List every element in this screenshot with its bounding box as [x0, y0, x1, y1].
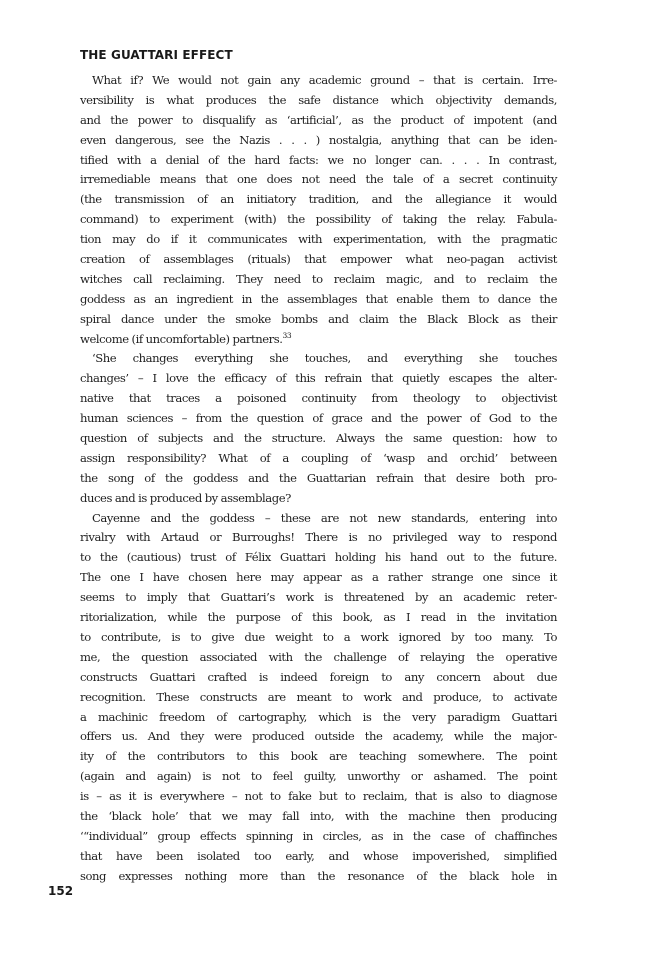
text-line: The one I have chosen here may appear as a rather strange one since it: [80, 570, 557, 585]
text-line: me, the question associated with the challenge of relaying the operative: [80, 649, 557, 664]
text-line: to the (cautious) trust of Félix Guattari holding his hand out to the future.: [80, 550, 557, 565]
text-line: offers us. And they were produced outside the academy, while the major-: [80, 729, 557, 744]
text-line: ‘She changes everything she touches, and everything she touches: [92, 351, 557, 366]
body-text: [80, 71, 557, 887]
running-head: THE GUATTARI EFFECT: [80, 48, 233, 62]
text-line: tified with a denial of the hard facts: we no longer can. . . . In contrast,: [80, 152, 557, 167]
text-line: What if? We would not gain any academic ground – that is certain. Irre-: [92, 73, 557, 87]
page-number: 152: [48, 884, 74, 898]
footnote-reference[interactable]: 33: [282, 330, 292, 340]
text-line: command) to experiment (with) the possibility of taking the relay. Fabula-: [80, 212, 557, 227]
text-line: is – as it is everywhere – not to fake but to reclaim, that is also to diagnose: [80, 789, 557, 804]
text-line: to contribute, is to give due weight to a work ignored by too many. To: [80, 629, 557, 644]
text-line: and the power to disqualify as ‘artificial’, as the product of impotent (and: [80, 112, 557, 127]
text-line: seems to imply that Guattari’s work is threatened by an academic reter-: [80, 590, 557, 605]
text-line: assign responsibility? What of a coupling of ‘wasp and orchid’ between: [80, 450, 557, 465]
text-line-content: welcome (if uncomfortable) partners.: [80, 331, 283, 346]
text-line: Cayenne and the goddess – these are not new standards, entering into: [92, 510, 557, 525]
text-line: even dangerous, see the Nazis . . . ) nostalgia, anything that can be iden-: [80, 132, 557, 147]
text-line: (again and again) is not to feel guilty, unworthy or ashamed. The point: [80, 769, 557, 784]
text-line: question of subjects and the structure. Always the same question: how to: [80, 431, 557, 446]
paragraph: [80, 509, 557, 887]
paragraph: [80, 349, 557, 508]
text-line: ity of the contributors to this book are teaching somewhere. The point: [80, 749, 557, 764]
text-line: duces and is produced by assemblage?: [80, 490, 291, 505]
text-line: constructs Guattari crafted is indeed foreign to any concern about due: [80, 669, 557, 684]
text-line: human sciences – from the question of grace and the power of God to the: [80, 411, 557, 426]
text-line: a machinic freedom of cartography, which is the very paradigm Guattari: [80, 709, 557, 724]
text-line: goddess as an ingredient in the assemblages that enable them to dance the: [80, 291, 557, 306]
text-line: ritorialization, while the purpose of this book, as I read in the invitation: [80, 610, 557, 625]
text-line: the song of the goddess and the Guattarian refrain that desire both pro-: [80, 470, 557, 485]
text-line: song expresses nothing more than the resonance of the black hole in: [80, 868, 557, 883]
text-line: the ‘black hole’ that we may fall into, with the machine then producing: [80, 808, 557, 823]
text-line: changes’ – I love the efficacy of this refrain that quietly escapes the alter-: [80, 371, 557, 386]
text-line: versibility is what produces the safe distance which objectivity demands,: [80, 92, 557, 107]
text-line: native that traces a poisoned continuity from theology to objectivist: [80, 391, 557, 406]
text-line: ‘“individual” group effects spinning in circles, as in the case of chaffinches: [80, 828, 557, 843]
text-line: tion may do if it communicates with experimentation, with the pragmatic: [80, 232, 557, 247]
paragraph: [80, 71, 557, 349]
text-line: rivalry with Artaud or Burroughs! There is no privileged way to respond: [80, 530, 557, 545]
text-line: irremediable means that one does not need the tale of a secret continuity: [80, 172, 557, 187]
text-line: creation of assemblages (rituals) that empower what neo-pagan activist: [80, 252, 557, 267]
text-line: [80, 330, 557, 350]
text-line: that have been isolated too early, and whose impoverished, simplified: [80, 848, 557, 863]
text-line: recognition. These constructs are meant to work and produce, to activate: [80, 689, 557, 704]
text-line: witches call reclaiming. They need to reclaim magic, and to reclaim the: [80, 271, 557, 286]
text-line: (the transmission of an initiatory tradition, and the allegiance it would: [80, 192, 557, 207]
text-line: spiral dance under the smoke bombs and claim the Black Block as their: [80, 311, 557, 326]
